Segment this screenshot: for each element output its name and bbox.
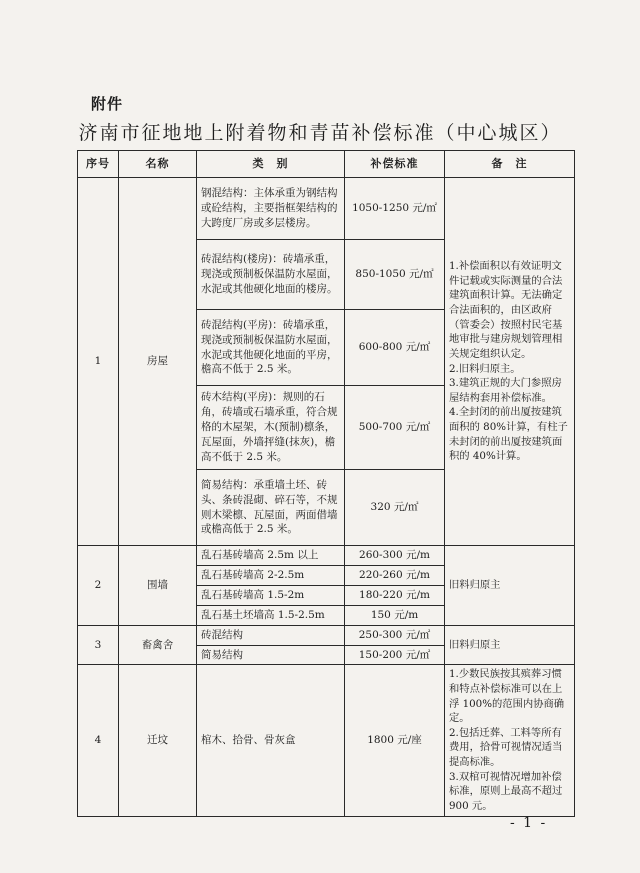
standard-cell: 180-220 元/m <box>345 585 445 605</box>
table-row <box>78 665 575 816</box>
category-cell: 乱石基土坯墙高 1.5-2.5m <box>197 605 345 625</box>
category-cell: 简易结构：承重墙土坯、砖头、条砖混砌、碎石等，不规则木梁檩、瓦屋面，两面借墙或檐高低于 2.5 米。 <box>197 470 345 546</box>
row-number: 2 <box>78 546 119 626</box>
standard-cell: 850-1050 元/㎡ <box>345 240 445 310</box>
header-name: 名称 <box>119 151 197 178</box>
standard-cell: 260-300 元/m <box>345 546 445 566</box>
table-row <box>78 625 575 645</box>
row-name: 房屋 <box>119 178 197 546</box>
row-number: 3 <box>78 625 119 665</box>
remark-line: 2.旧料归原主。 <box>449 362 521 375</box>
row-number: 1 <box>78 178 119 546</box>
remark-line: 1.补偿面积以有效证明文件记载或实际测量的合法建筑面积计算。无法确定合法面积的，由区政府（管委会）按照村民宅基地审批与建房规划管理相关规定组织认定。 <box>449 260 563 360</box>
header-remarks: 备 注 <box>445 151 575 178</box>
standard-cell: 320 元/㎡ <box>345 470 445 546</box>
category-cell: 棺木、拾骨、骨灰盒 <box>197 665 345 816</box>
standard-cell: 150-200 元/㎡ <box>345 645 445 665</box>
remark-line: 旧料归原主 <box>449 579 501 591</box>
standard-cell: 150 元/m <box>345 605 445 625</box>
remarks-cell <box>445 625 575 665</box>
category-cell: 简易结构 <box>197 645 345 665</box>
category-cell: 砖混结构 <box>197 625 345 645</box>
standard-cell: 220-260 元/m <box>345 565 445 585</box>
standard-cell: 1050-1250 元/㎡ <box>345 178 445 240</box>
table-row <box>78 178 575 240</box>
standard-cell: 500-700 元/㎡ <box>345 386 445 470</box>
remark-line: 旧料归原主 <box>449 638 501 651</box>
category-cell: 砖木结构(平房)：规则的石角，砖墙或石墙承重，符合规格的木屋架，木(预制)檩条，瓦屋面，外墙抨缝(抹灰)，檐高不低于 2.5 米。 <box>197 386 345 470</box>
attachment-label: 附件 <box>91 95 124 113</box>
row-name: 迁坟 <box>119 665 197 816</box>
header-category: 类 别 <box>197 151 345 178</box>
remarks-cell <box>445 546 575 626</box>
standard-cell: 1800 元/座 <box>345 665 445 816</box>
header-no: 序号 <box>78 151 119 178</box>
document-title: 济南市征地地上附着物和青苗补偿标准（中心城区） <box>78 122 562 144</box>
row-name: 畜禽舍 <box>119 625 197 665</box>
remarks-cell <box>445 178 575 546</box>
remark-line: 2.包括迁葬、工料等所有费用，拾骨可视情况适当提高标准。 <box>449 726 563 769</box>
remark-line: 3.建筑正规的大门参照房屋结构套用补偿标准。 <box>449 377 562 404</box>
category-cell: 乱石基砖墙高 1.5-2m <box>197 585 345 605</box>
standard-cell: 250-300 元/㎡ <box>345 625 445 645</box>
compensation-table <box>77 150 575 817</box>
remark-line: 4.全封闭的前出厦按建筑面积的 80%计算，有柱子未封闭的前出厦按建筑面积的 40%计算。 <box>449 406 568 463</box>
category-cell: 乱石基砖墙高 2-2.5m <box>197 565 345 585</box>
remarks-cell <box>445 665 575 816</box>
category-cell: 钢混结构：主体承重为钢结构或砼结构，主要指框架结构的大跨度厂房或多层楼房。 <box>197 178 345 240</box>
standard-cell: 600-800 元/㎡ <box>345 310 445 386</box>
row-name: 围墙 <box>119 546 197 626</box>
table-header-row <box>78 151 575 178</box>
page-number: - 1 - <box>510 815 548 831</box>
category-cell: 砖混结构(平房)：砖墙承重，现浇或预制板保温防水屋面，水泥或其他硬化地面的平房，檐高不低于 2.5 米。 <box>197 310 345 386</box>
header-standard: 补偿标准 <box>345 151 445 178</box>
category-cell: 乱石基砖墙高 2.5m 以上 <box>197 546 345 566</box>
table-row <box>78 546 575 566</box>
category-cell: 砖混结构(楼房)：砖墙承重，现浇或预制板保温防水屋面，水泥或其他硬化地面的楼房。 <box>197 240 345 310</box>
remark-line: 1.少数民族按其殡葬习惯和特点补偿标准可以在上浮 100%的范围内协商确定。 <box>449 668 565 725</box>
remark-line: 3.双棺可视情况增加补偿标准，原则上最高不超过 900 元。 <box>449 770 563 812</box>
row-number: 4 <box>78 665 119 816</box>
